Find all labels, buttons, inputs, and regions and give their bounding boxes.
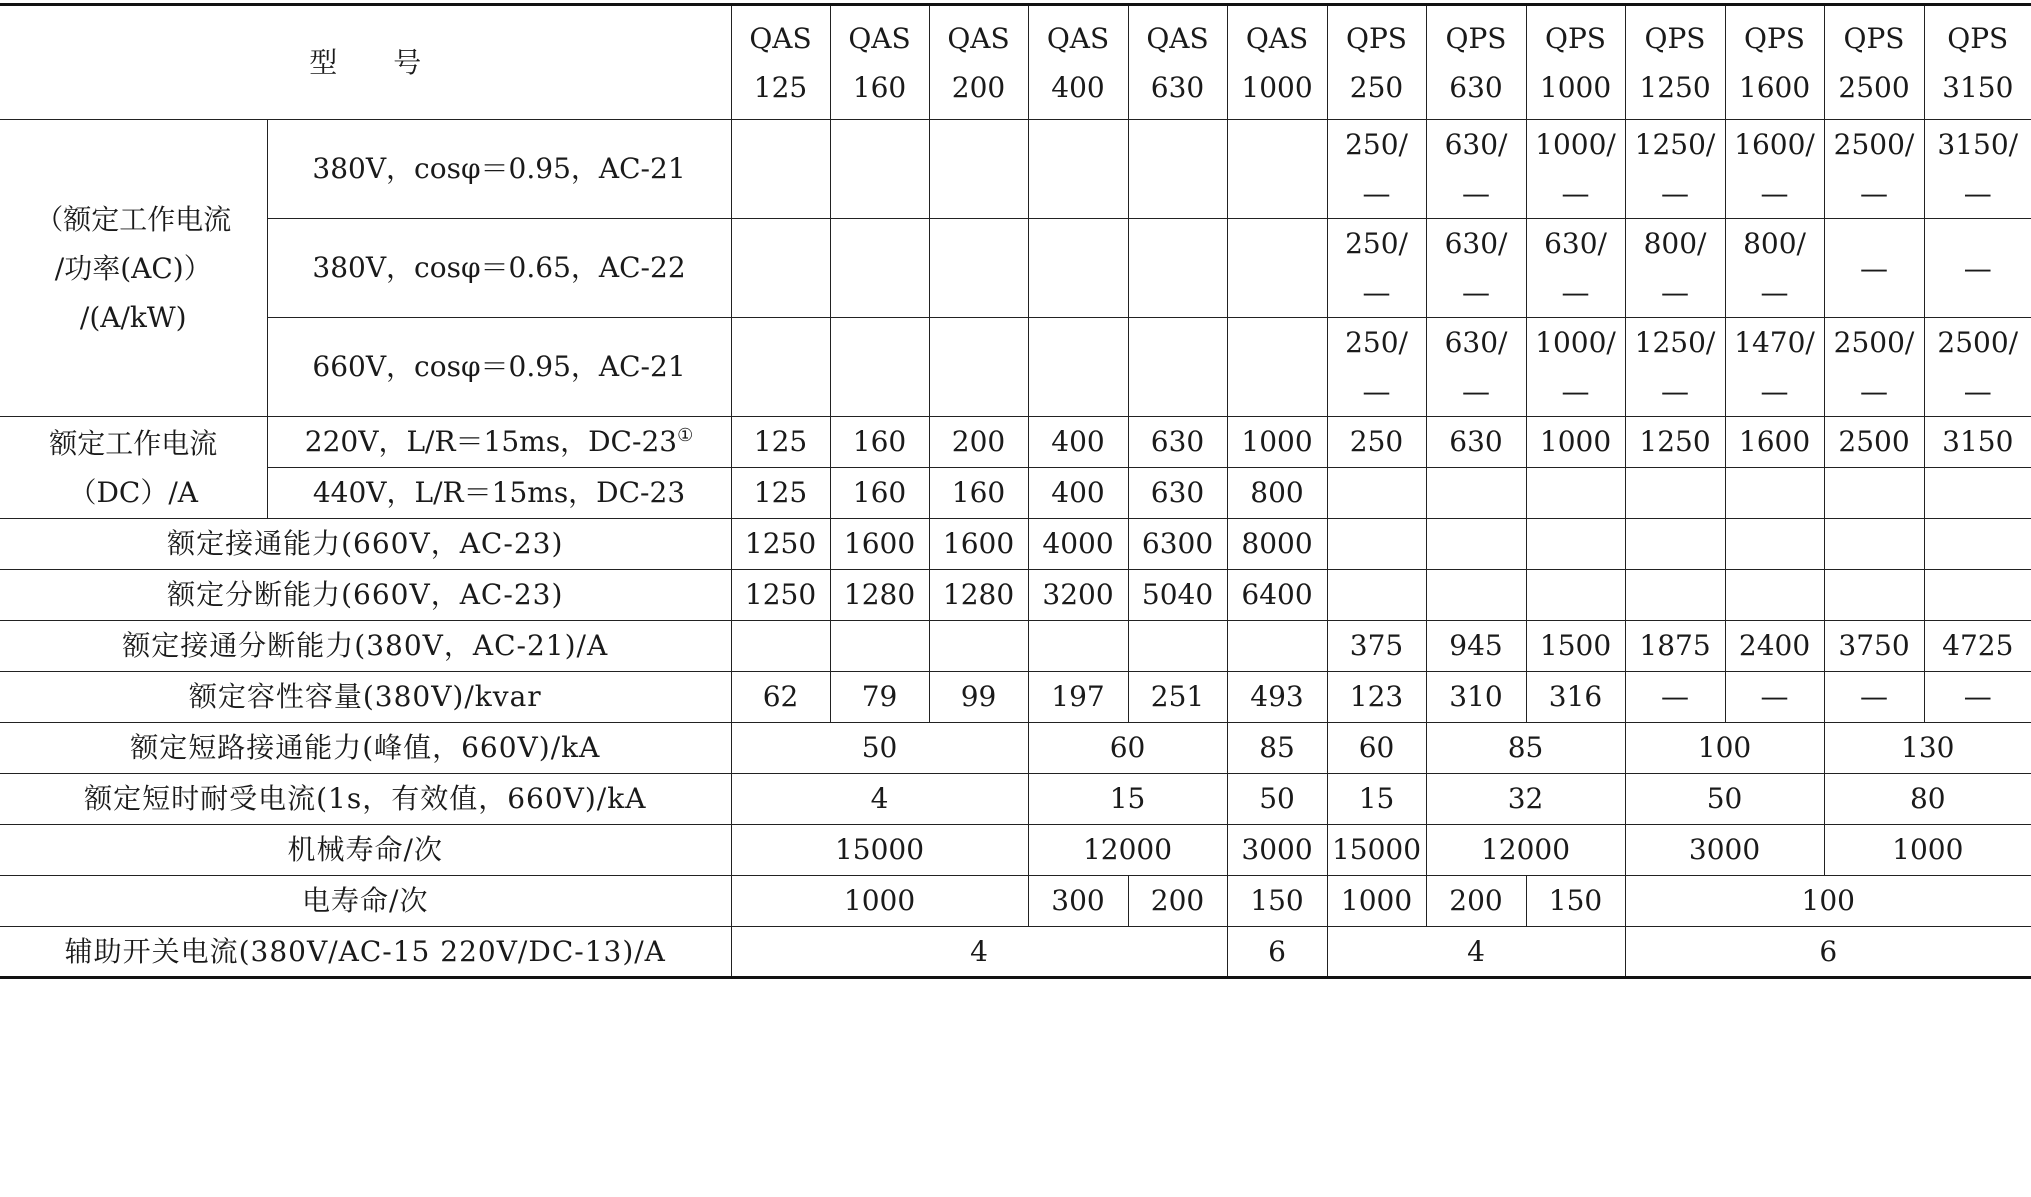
value-cell: 1280 [830, 570, 929, 621]
cell-line: 125 [753, 70, 808, 104]
merged-value-cell: 200 [1128, 876, 1227, 927]
value-cell [1625, 570, 1725, 621]
cell-line: 1000 [1539, 70, 1612, 104]
cell-line: QPS [1346, 21, 1407, 55]
cell-line: QPS [1545, 21, 1606, 55]
cell-line: — [1860, 177, 1889, 210]
cell-line: 800/ [1643, 227, 1707, 260]
merged-value-cell: 32 [1426, 774, 1625, 825]
spec-table-body [0, 5, 2031, 978]
dc-value-cell: 125 [731, 417, 830, 468]
value-cell [1924, 570, 2031, 621]
merged-value-cell: 3000 [1227, 825, 1327, 876]
dc-value-cell: 1000 [1526, 417, 1625, 468]
merged-value-cell: 3000 [1625, 825, 1824, 876]
value-cell: 945 [1426, 621, 1526, 672]
cell-line: — [1760, 276, 1789, 309]
dc-row [0, 417, 2031, 468]
value-cell: 8000 [1227, 519, 1327, 570]
cell-line: 250/ [1345, 326, 1408, 359]
dc-value-cell: 800 [1227, 468, 1327, 519]
value-cell: 4000 [1028, 519, 1128, 570]
model-header-qps-1000 [1526, 5, 1625, 120]
empty-cell [1227, 219, 1327, 318]
ac-value-cell [1824, 219, 1924, 318]
value-cell: 1600 [929, 519, 1028, 570]
cell-line: 2500/ [1833, 326, 1915, 359]
ac-value-cell [1924, 120, 2031, 219]
value-cell: — [1725, 672, 1824, 723]
model-header-qas-160 [830, 5, 929, 120]
spec-row [0, 519, 2031, 570]
empty-cell [731, 219, 830, 318]
merged-value-cell: 50 [731, 723, 1028, 774]
cell-line: 630 [1449, 70, 1503, 104]
value-cell: — [1924, 672, 2031, 723]
cell-line: 800/ [1743, 227, 1806, 260]
value-cell: 123 [1327, 672, 1426, 723]
model-header-qas-125 [731, 5, 830, 120]
merged-value-cell: 1000 [731, 876, 1028, 927]
ac-value-cell [1625, 318, 1725, 417]
ac-value-cell [1426, 120, 1526, 219]
value-cell: 251 [1128, 672, 1227, 723]
empty-cell [830, 120, 929, 219]
row-label: 额定容性容量(380V)/kvar [0, 672, 731, 723]
ac-value-cell [1327, 120, 1426, 219]
value-cell: 79 [830, 672, 929, 723]
cell-line: 1250/ [1634, 326, 1716, 359]
merged-value-cell: 130 [1824, 723, 2031, 774]
value-cell: 1250 [731, 519, 830, 570]
merged-value-cell: 4 [1327, 927, 1625, 978]
value-cell: 310 [1426, 672, 1526, 723]
dc-value-cell: 1000 [1227, 417, 1327, 468]
ac-value-cell [1824, 120, 1924, 219]
merged-value-cell: 4 [731, 774, 1028, 825]
value-cell [1725, 570, 1824, 621]
cell-line: — [1661, 276, 1690, 309]
spec-row [0, 876, 2031, 927]
spec-table [0, 3, 2031, 979]
empty-cell [1028, 120, 1128, 219]
value-cell [830, 621, 929, 672]
model-header-qps-1250 [1625, 5, 1725, 120]
ac-row [0, 219, 2031, 318]
merged-value-cell: 6 [1625, 927, 2031, 978]
spec-row [0, 621, 2031, 672]
ac-value-cell [1426, 318, 1526, 417]
cell-line: 630/ [1444, 227, 1508, 260]
value-cell: 1500 [1526, 621, 1625, 672]
value-cell [1327, 570, 1426, 621]
dc-value-cell: 630 [1128, 417, 1227, 468]
cell-line: — [1462, 177, 1491, 210]
empty-cell [1028, 219, 1128, 318]
dc-value-cell: 160 [830, 417, 929, 468]
ac-value-cell [1924, 219, 2031, 318]
row-label: 额定接通能力(660V，AC-23) [0, 519, 731, 570]
merged-value-cell: 300 [1028, 876, 1128, 927]
cell-line: QAS [1245, 21, 1309, 55]
dc-value-cell: 125 [731, 468, 830, 519]
ac-row [0, 318, 2031, 417]
cell-line: QPS [1843, 21, 1905, 55]
model-header-qas-1000 [1227, 5, 1327, 120]
model-header-qps-630 [1426, 5, 1526, 120]
cell-line: QPS [1947, 21, 2009, 55]
empty-cell [929, 120, 1028, 219]
value-cell: 5040 [1128, 570, 1227, 621]
value-cell: 1250 [731, 570, 830, 621]
merged-value-cell: 200 [1426, 876, 1526, 927]
model-header-qas-200 [929, 5, 1028, 120]
empty-cell [731, 120, 830, 219]
cell-line: — [1661, 375, 1690, 408]
ac-condition: 380V，cosφ＝0.95，AC-21 [267, 120, 731, 219]
dc-value-cell: 250 [1327, 417, 1426, 468]
cell-line: 1470/ [1734, 326, 1815, 359]
value-cell [1426, 570, 1526, 621]
ac-value-cell [1526, 318, 1625, 417]
dc-group-label-line: （DC）/A [68, 475, 199, 509]
empty-cell [830, 318, 929, 417]
dc-condition-text: 220V，L/R＝15ms，DC-23 [304, 425, 678, 459]
ac-value-cell [1327, 318, 1426, 417]
merged-value-cell: 100 [1625, 876, 2031, 927]
cell-line: — [1963, 375, 1992, 408]
row-label: 电寿命/次 [0, 876, 731, 927]
cell-line: 2500/ [1833, 128, 1915, 161]
dc-value-cell: 1250 [1625, 417, 1725, 468]
empty-cell [1227, 318, 1327, 417]
cell-line: QPS [1744, 21, 1805, 55]
cell-line: 250/ [1345, 227, 1408, 260]
ac-row [0, 120, 2031, 219]
dc-value-cell [1824, 468, 1924, 519]
merged-value-cell: 4 [731, 927, 1227, 978]
row-label: 辅助开关电流(380V/AC-15 220V/DC-13)/A [0, 927, 731, 978]
dc-condition [267, 468, 731, 519]
cell-line: 2500/ [1937, 326, 2019, 359]
value-cell: 3200 [1028, 570, 1128, 621]
cell-line: 1600/ [1734, 128, 1815, 161]
cell-line: 2500 [1838, 70, 1910, 104]
cell-line: — [1362, 276, 1391, 309]
cell-line: QAS [1046, 21, 1110, 55]
model-header-qps-3150 [1924, 5, 2031, 120]
dc-value-cell [1426, 468, 1526, 519]
merged-value-cell: 50 [1625, 774, 1824, 825]
value-cell: 197 [1028, 672, 1128, 723]
ac-value-cell [1824, 318, 1924, 417]
ac-condition: 660V，cosφ＝0.95，AC-21 [267, 318, 731, 417]
value-cell: 6300 [1128, 519, 1227, 570]
value-cell [929, 621, 1028, 672]
merged-value-cell: 15000 [731, 825, 1028, 876]
value-cell: 375 [1327, 621, 1426, 672]
cell-line: 1250/ [1634, 128, 1716, 161]
cell-line: 250 [1349, 70, 1404, 104]
row-label: 额定短时耐受电流(1s，有效值，660V)/kA [0, 774, 731, 825]
cell-line: 1000 [1241, 70, 1313, 104]
spec-row [0, 723, 2031, 774]
row-label: 机械寿命/次 [0, 825, 731, 876]
value-cell [1526, 570, 1625, 621]
ac-group-label-line: （额定工作电流 [35, 202, 232, 236]
cell-line: 160 [852, 70, 907, 104]
value-cell: — [1625, 672, 1725, 723]
value-cell: 1600 [830, 519, 929, 570]
empty-cell [830, 219, 929, 318]
dc-group-label-line: 额定工作电流 [49, 426, 218, 460]
cell-line: — [1462, 375, 1491, 408]
dc-value-cell: 630 [1426, 417, 1526, 468]
cell-line: — [1760, 375, 1789, 408]
row-label: 额定短路接通能力(峰值，660V)/kA [0, 723, 731, 774]
cell-line: 630/ [1544, 227, 1607, 260]
model-header-qas-630 [1128, 5, 1227, 120]
value-cell [1526, 519, 1625, 570]
ac-value-cell [1725, 120, 1824, 219]
merged-value-cell: 150 [1227, 876, 1327, 927]
cell-line: QPS [1644, 21, 1706, 55]
ac-condition: 380V，cosφ＝0.65，AC-22 [267, 219, 731, 318]
merged-value-cell: 15 [1327, 774, 1426, 825]
value-cell: 1280 [929, 570, 1028, 621]
spec-row [0, 774, 2031, 825]
value-cell: 4725 [1924, 621, 2031, 672]
dc-value-cell [1924, 468, 2031, 519]
dc-value-cell: 400 [1028, 468, 1128, 519]
cell-line: — [1860, 251, 1889, 285]
cell-line: — [1661, 177, 1690, 210]
ac-value-cell [1725, 318, 1824, 417]
dc-condition-text: 440V，L/R＝15ms，DC-23 [312, 476, 686, 510]
dc-row [0, 468, 2031, 519]
ac-group-label-line: /(A/kW) [79, 300, 187, 334]
dc-value-cell [1725, 468, 1824, 519]
merged-value-cell: 12000 [1426, 825, 1625, 876]
ac-value-cell [1526, 120, 1625, 219]
value-cell: 99 [929, 672, 1028, 723]
value-cell [1625, 519, 1725, 570]
cell-line: 630 [1150, 70, 1205, 104]
value-cell: 2400 [1725, 621, 1824, 672]
empty-cell [1227, 120, 1327, 219]
dc-value-cell [1625, 468, 1725, 519]
dc-group-label [0, 417, 267, 519]
merged-value-cell: 1000 [1327, 876, 1426, 927]
merged-value-cell: 80 [1824, 774, 2031, 825]
merged-value-cell: 100 [1625, 723, 1824, 774]
cell-line: — [1561, 177, 1590, 210]
cell-line: — [1760, 177, 1789, 210]
dc-value-cell: 160 [929, 468, 1028, 519]
row-label: 额定分断能力(660V，AC-23) [0, 570, 731, 621]
ac-value-cell [1526, 219, 1625, 318]
ac-value-cell [1625, 219, 1725, 318]
cell-line: — [1561, 276, 1590, 309]
merged-value-cell: 85 [1426, 723, 1625, 774]
merged-value-cell: 85 [1227, 723, 1327, 774]
dc-value-cell [1526, 468, 1625, 519]
cell-line: — [1362, 177, 1391, 210]
spec-row [0, 927, 2031, 978]
dc-value-cell: 630 [1128, 468, 1227, 519]
spec-row [0, 570, 2031, 621]
value-cell [1327, 519, 1426, 570]
spec-row [0, 672, 2031, 723]
ac-value-cell [1924, 318, 2031, 417]
model-header-qas-400 [1028, 5, 1128, 120]
empty-cell [1128, 219, 1227, 318]
row-label: 额定接通分断能力(380V，AC-21)/A [0, 621, 731, 672]
value-cell: 1875 [1625, 621, 1725, 672]
footnote-mark: ① [677, 425, 694, 447]
merged-value-cell: 60 [1327, 723, 1426, 774]
cell-line: 3150 [1942, 70, 2014, 104]
dc-value-cell: 200 [929, 417, 1028, 468]
value-cell [1725, 519, 1824, 570]
cell-line: QPS [1445, 21, 1507, 55]
merged-value-cell: 60 [1028, 723, 1227, 774]
merged-value-cell: 15000 [1327, 825, 1426, 876]
dc-condition [267, 417, 731, 468]
empty-cell [731, 318, 830, 417]
merged-value-cell: 12000 [1028, 825, 1227, 876]
dc-value-cell: 2500 [1824, 417, 1924, 468]
cell-line: 630/ [1444, 326, 1508, 359]
merged-value-cell: 6 [1227, 927, 1327, 978]
ac-group-label-line: /功率(AC)） [54, 251, 212, 285]
empty-cell [929, 318, 1028, 417]
model-header-qps-250 [1327, 5, 1426, 120]
empty-cell [1128, 318, 1227, 417]
dc-value-cell: 160 [830, 468, 929, 519]
merged-value-cell: 150 [1526, 876, 1625, 927]
dc-value-cell: 1600 [1725, 417, 1824, 468]
cell-line: QAS [848, 21, 911, 55]
cell-line: 1000/ [1535, 326, 1616, 359]
value-cell [1824, 519, 1924, 570]
merged-value-cell: 50 [1227, 774, 1327, 825]
dc-value-cell: 3150 [1924, 417, 2031, 468]
empty-cell [1028, 318, 1128, 417]
merged-value-cell: 1000 [1824, 825, 2031, 876]
cell-line: 3150/ [1937, 128, 2019, 161]
cell-line: 1000/ [1535, 128, 1616, 161]
empty-cell [1128, 120, 1227, 219]
cell-line: 1250 [1639, 70, 1711, 104]
spec-row [0, 825, 2031, 876]
value-cell [1128, 621, 1227, 672]
cell-line: — [1561, 375, 1590, 408]
ac-value-cell [1426, 219, 1526, 318]
value-cell [1028, 621, 1128, 672]
ac-group-label [0, 120, 267, 417]
cell-line: 630/ [1444, 128, 1508, 161]
value-cell: — [1824, 672, 1924, 723]
cell-line: QAS [947, 21, 1010, 55]
model-header-qps-1600 [1725, 5, 1824, 120]
cell-line: QAS [1146, 21, 1209, 55]
cell-line: QAS [749, 21, 812, 55]
cell-line: — [1860, 375, 1889, 408]
value-cell [731, 621, 830, 672]
cell-line: 400 [1051, 70, 1105, 104]
value-cell [1227, 621, 1327, 672]
cell-line: — [1362, 375, 1391, 408]
model-header-qps-2500 [1824, 5, 1924, 120]
ac-value-cell [1625, 120, 1725, 219]
value-cell: 3750 [1824, 621, 1924, 672]
cell-line: — [1462, 276, 1491, 309]
dc-value-cell [1327, 468, 1426, 519]
empty-cell [929, 219, 1028, 318]
cell-line: — [1963, 251, 1992, 285]
value-cell: 6400 [1227, 570, 1327, 621]
value-cell [1426, 519, 1526, 570]
value-cell [1924, 519, 2031, 570]
ac-value-cell [1725, 219, 1824, 318]
merged-value-cell: 15 [1028, 774, 1227, 825]
cell-line: 200 [951, 70, 1006, 104]
model-header-label: 型 号 [0, 5, 731, 120]
header-row [0, 5, 2031, 120]
cell-line: 1600 [1738, 70, 1811, 104]
value-cell: 316 [1526, 672, 1625, 723]
ac-value-cell [1327, 219, 1426, 318]
value-cell: 62 [731, 672, 830, 723]
value-cell: 493 [1227, 672, 1327, 723]
dc-value-cell: 400 [1028, 417, 1128, 468]
cell-line: 250/ [1345, 128, 1408, 161]
value-cell [1824, 570, 1924, 621]
cell-line: — [1963, 177, 1992, 210]
